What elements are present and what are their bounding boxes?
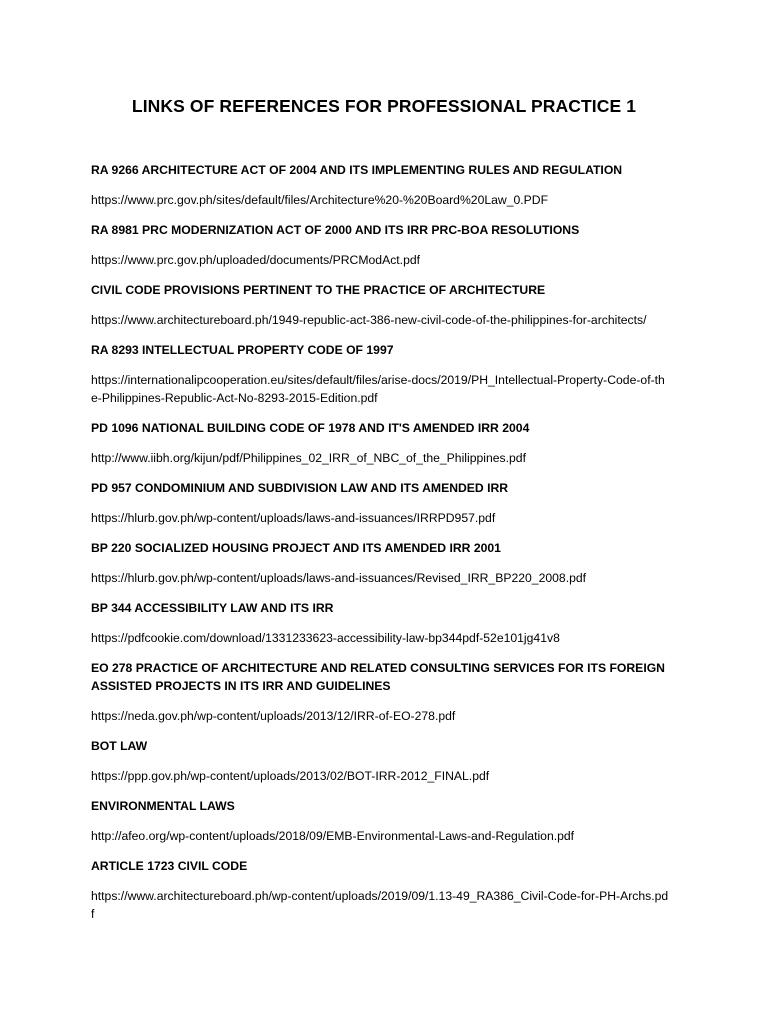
reference-link[interactable]: https://hlurb.gov.ph/wp-content/uploads/laws-and-issuances/Revised_IRR_BP220_2008.pdf [91,571,587,585]
reference-entry [91,539,671,587]
reference-link[interactable]: https://www.architectureboard.ph/wp-content/uploads/2019/09/1.13-49_RA386_Civil-Code-for-PH-Archs.pdf [91,889,669,921]
document-title: LINKS OF REFERENCES FOR PROFESSIONAL PRACTICE 1 [131,96,637,116]
reference-heading: ENVIRONMENTAL LAWS [91,799,235,813]
reference-heading: CIVIL CODE PROVISIONS PERTINENT TO THE PRACTICE OF ARCHITECTURE [91,283,546,297]
reference-entry [91,479,671,527]
reference-link[interactable]: http://afeo.org/wp-content/uploads/2018/09/EMB-Environmental-Laws-and-Regulation.pdf [91,829,575,843]
reference-entry [91,281,671,329]
reference-link[interactable]: https://neda.gov.ph/wp-content/uploads/2013/12/IRR-of-EO-278.pdf [91,709,456,723]
reference-heading: BP 220 SOCIALIZED HOUSING PROJECT AND ITS AMENDED IRR 2001 [91,541,501,555]
reference-link[interactable]: https://www.prc.gov.ph/uploaded/documents/PRCModAct.pdf [91,253,421,267]
reference-entry [91,659,671,725]
reference-link[interactable]: https://pdfcookie.com/download/1331233623-accessibility-law-bp344pdf-52e101jg41v8 [91,631,560,645]
reference-link[interactable]: https://www.prc.gov.ph/sites/default/files/Architecture%20-%20Board%20Law_0.PDF [91,193,549,207]
reference-entry [91,341,671,407]
reference-heading: EO 278 PRACTICE OF ARCHITECTURE AND RELATED CONSULTING SERVICES FOR ITS FOREIGN ASSISTED PROJECTS IN ITS IRR AND GUIDELINES [91,661,665,693]
reference-heading: PD 957 CONDOMINIUM AND SUBDIVISION LAW AND ITS AMENDED IRR [91,481,509,495]
reference-entry [91,419,671,467]
reference-entry [91,797,671,845]
reference-heading: ARTICLE 1723 CIVIL CODE [91,859,248,873]
reference-entry [91,599,671,647]
reference-link[interactable]: https://hlurb.gov.ph/wp-content/uploads/laws-and-issuances/IRRPD957.pdf [91,511,496,525]
reference-heading: PD 1096 NATIONAL BUILDING CODE OF 1978 AND IT'S AMENDED IRR 2004 [91,421,530,435]
reference-heading: RA 8981 PRC MODERNIZATION ACT OF 2000 AND ITS IRR PRC-BOA RESOLUTIONS [91,223,580,237]
reference-entry [91,221,671,269]
reference-link[interactable]: https://internationalipcooperation.eu/sites/default/files/arise-docs/2019/PH_Intellectual-Property-Code-of-the-Philippines-Republic-Act-No-8293-2015-Edition.pdf [91,373,665,405]
reference-heading: RA 9266 ARCHITECTURE ACT OF 2004 AND ITS IMPLEMENTING RULES AND REGULATION [91,163,623,177]
reference-heading: BP 344 ACCESSIBILITY LAW AND ITS IRR [91,601,334,615]
reference-heading: BOT LAW [91,739,148,753]
reference-entry [91,737,671,785]
reference-entry [91,161,671,209]
reference-link[interactable]: http://www.iibh.org/kijun/pdf/Philippines_02_IRR_of_NBC_of_the_Philippines.pdf [91,451,526,465]
reference-heading: RA 8293 INTELLECTUAL PROPERTY CODE OF 1997 [91,343,394,357]
reference-list [91,161,671,935]
reference-entry [91,857,671,923]
reference-link[interactable]: https://ppp.gov.ph/wp-content/uploads/2013/02/BOT-IRR-2012_FINAL.pdf [91,769,490,783]
reference-link[interactable]: https://www.architectureboard.ph/1949-republic-act-386-new-civil-code-of-the-philippines-for-architects/ [91,313,647,327]
